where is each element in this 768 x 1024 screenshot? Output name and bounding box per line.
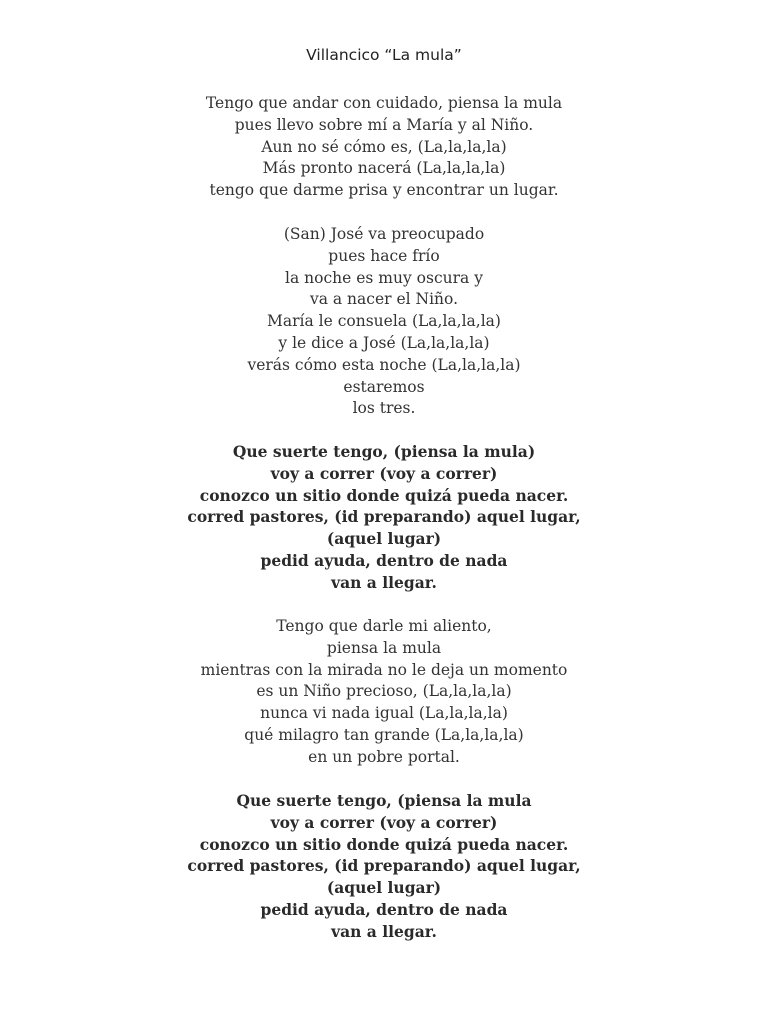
chorus-line: van a llegar.	[331, 921, 437, 941]
chorus-1	[0, 441, 768, 594]
chorus-line: Que suerte tengo, (piensa la mula)	[232, 442, 536, 461]
chorus-line: conozco un sitio donde quizá pueda nacer.	[199, 485, 569, 505]
chorus-line: pedid ayuda, dentro de nada	[260, 899, 508, 919]
stanza-1	[0, 93, 768, 202]
lyric-line: en un pobre portal.	[308, 747, 460, 766]
chorus-line: conozco un sitio donde quizá pueda nacer.	[199, 834, 569, 854]
chorus-2	[0, 790, 768, 943]
lyric-line: pues hace frío	[328, 246, 440, 265]
lyric-line: va a nacer el Niño.	[309, 290, 459, 309]
chorus-line: van a llegar.	[331, 572, 437, 592]
chorus-line: pedid ayuda, dentro de nada	[260, 550, 508, 570]
chorus-line: voy a correr (voy a correr)	[270, 463, 498, 483]
lyric-line: piensa la mula	[326, 638, 442, 657]
lyric-line: Tengo que darle mi aliento,	[276, 617, 492, 635]
chorus-line: (aquel lugar)	[326, 878, 442, 898]
lyric-line: Aun no sé cómo es, (La,la,la,la)	[261, 137, 507, 156]
chorus-line: corred pastores, (id preparando) aquel lugar,	[187, 856, 581, 876]
song-title: Villancico “La mula”	[306, 46, 462, 64]
stanza-3	[0, 616, 768, 769]
lyric-line: María le consuela (La,la,la,la)	[267, 312, 501, 331]
lyric-line: los tres.	[352, 399, 416, 418]
lyric-line: Tengo que andar con cuidado, piensa la mula	[205, 94, 563, 112]
lyric-line: estaremos	[343, 377, 425, 396]
lyric-line: es un Niño precioso, (La,la,la,la)	[256, 682, 512, 701]
lyric-line: Más pronto nacerá (La,la,la,la)	[262, 159, 506, 178]
lyric-line: qué milagro tan grande (La,la,la,la)	[244, 725, 524, 744]
lyric-line: nunca vi nada igual (La,la,la,la)	[260, 704, 508, 723]
lyric-line: la noche es muy oscura y	[285, 268, 483, 287]
chorus-line: Que suerte tengo, (piensa la mula	[236, 791, 532, 810]
lyric-line: tengo que darme prisa y encontrar un lugar.	[209, 181, 559, 200]
lyric-line: (San) José va preocupado	[283, 225, 485, 243]
stanza-2	[0, 224, 768, 420]
lyric-line: y le dice a José (La,la,la,la)	[278, 333, 490, 352]
chorus-line: corred pastores, (id preparando) aquel lugar,	[187, 507, 581, 527]
lyric-line: pues llevo sobre mí a María y al Niño.	[234, 115, 534, 134]
lyric-line: mientras con la mirada no le deja un momento	[200, 660, 568, 679]
lyric-line: verás cómo esta noche (La,la,la,la)	[247, 355, 521, 374]
chorus-line: voy a correr (voy a correr)	[270, 812, 498, 832]
chorus-line: (aquel lugar)	[326, 529, 442, 549]
